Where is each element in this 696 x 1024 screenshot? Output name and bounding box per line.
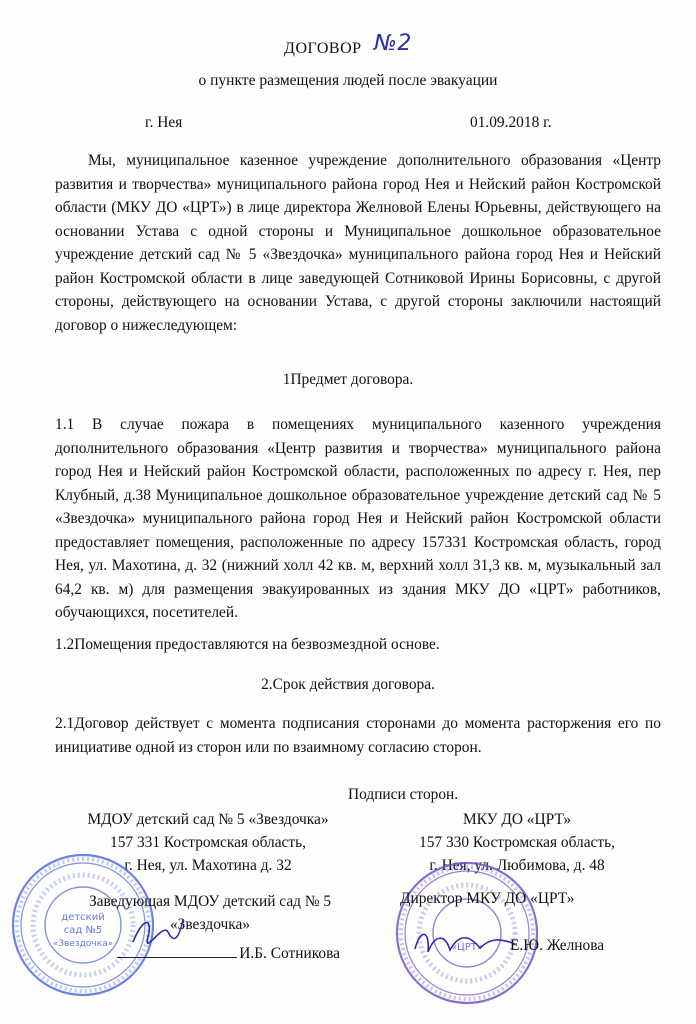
right-party-address-2: г. Нея, ул. Любимова, д. 48 <box>429 857 605 874</box>
document-subtitle: о пункте размещения людей после эвакуации <box>198 72 498 89</box>
clause-2-1: 2.1Договор действует с момента подписания сторонами до момента расторжения его по инициативе одной из сторон или по взаимному согласию сторон. <box>55 715 661 756</box>
clause-1-2: 1.2Помещения предоставляются на безвозмездной основе. <box>55 636 440 653</box>
document-city: г. Нея <box>145 114 183 131</box>
left-signature-scribble <box>128 912 188 952</box>
title-text: ДОГОВОР <box>284 40 362 57</box>
right-signature-scribble <box>410 924 520 964</box>
document-title <box>0 31 696 59</box>
svg-text:детский: детский <box>61 912 105 923</box>
clause-1-1: 1.1 В случае пожара в помещениях муниципального казенного учреждения дополнительного образования «Центр развития и творчества» муниципального района город Нея и Нейский район Костромской области, расположенных по адресу г. Нея, пер Клубный, д.38 Муниципальное дошкольное образовательное учреждение детский сад № 5 «Звездочка» муниципального района город Нея и Нейский район Костромской области предоставляет помещения, расположенные по адресу 157331 Костромская область, город Нея, ул. Махотина, д. 32 (нижний холл 42 кв. м, верхний холл 31,3 кв. м, музыкальный зал 64,2 кв. м) для размещения эвакуированных из здания МКУ ДО «ЦРТ» работников, обучающихся, посетителей. <box>55 416 661 621</box>
signatures-title: Подписи сторон. <box>348 786 459 803</box>
svg-text:«Звездочка»: «Звездочка» <box>52 939 114 949</box>
left-signer-position-1: Заведующая МДОУ детский сад № 5 <box>88 893 332 910</box>
right-party-name: МКУ ДО «ЦРТ» <box>462 811 572 828</box>
left-signer-name: И.Б. Сотникова <box>239 945 340 962</box>
svg-text:сад №5: сад №5 <box>63 925 103 936</box>
left-signature-line <box>117 957 237 958</box>
left-party-address-2: г. Нея, ул. Махотина д. 32 <box>124 857 292 874</box>
document-date: 01.09.2018 г. <box>470 114 552 131</box>
handwritten-number: №2 <box>374 31 412 56</box>
left-party-name: МДОУ детский сад № 5 «Звездочка» <box>87 811 329 828</box>
left-party-address-1: 157 331 Костромская область, <box>110 834 306 851</box>
right-signer-position: Директор МКУ ДО «ЦРТ» <box>400 890 575 907</box>
svg-text:«ЦРТ»: «ЦРТ» <box>450 942 484 953</box>
right-signer-name: Е.Ю. Желнова <box>510 937 605 954</box>
right-party-address-1: 157 330 Костромская область, <box>419 834 615 851</box>
intro-paragraph: Мы, муниципальное казенное учреждение дополнительного образования «Центр развития и творчества» муниципального района город Нея и Нейский район Костромской области (МКУ ДО «ЦРТ») в лице директора Желновой Елены Юрьевны, действующего на основании Устава с одной стороны и Муниципальное дошкольное образовательное учреждение детский сад № 5 «Звездочка» муниципального района город Нея и Нейский район Костромской области в лице заведующей Сотниковой Ирины Борисовны, с другой стороны, действующего на основании Устава, с другой стороны заключили настоящий договор о нижеследующем: <box>55 152 661 334</box>
left-signature-block <box>60 890 360 965</box>
section-1-title: 1Предмет договора. <box>282 371 414 388</box>
section-2-title: 2.Срок действия договора. <box>261 676 435 693</box>
left-signer-position-2: «Звездочка» <box>169 916 251 933</box>
